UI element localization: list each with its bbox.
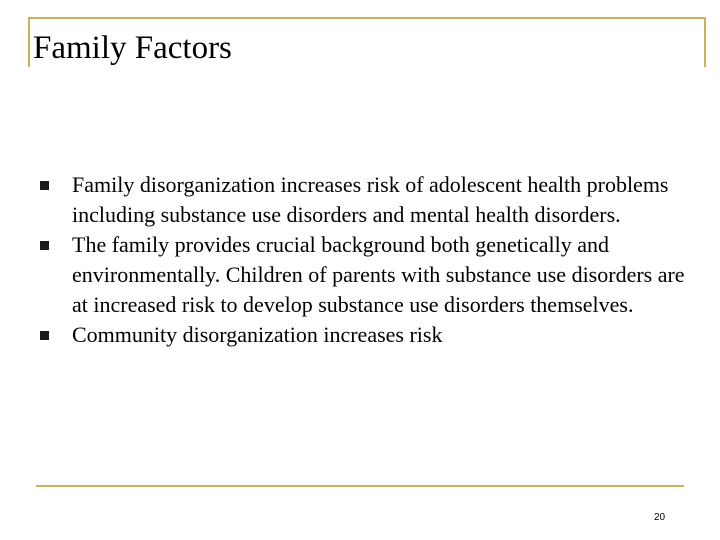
bullet-item xyxy=(40,320,700,350)
slide-title: Family Factors xyxy=(33,30,232,66)
bullet-item xyxy=(40,170,700,230)
title-frame-right-rule xyxy=(704,17,706,67)
square-bullet-icon xyxy=(40,241,49,250)
title-frame-top-rule xyxy=(28,17,706,19)
bullet-item xyxy=(40,230,700,320)
square-bullet-icon xyxy=(40,181,49,190)
square-bullet-icon xyxy=(40,331,49,340)
bullet-text: Family disorganization increases risk of adolescent health problems including substance use disorders and mental health disorders. xyxy=(72,172,669,227)
bullet-text: Community disorganization increases risk xyxy=(72,322,443,347)
footer-rule xyxy=(36,485,684,487)
title-frame-left-rule xyxy=(28,17,30,67)
bullet-text: The family provides crucial background both genetically and environmentally. Children of parents with substance use disorders are at increased risk to develop substance use disorders themselves. xyxy=(72,232,685,317)
slide-number: 20 xyxy=(654,512,666,523)
bullet-list xyxy=(40,170,700,350)
